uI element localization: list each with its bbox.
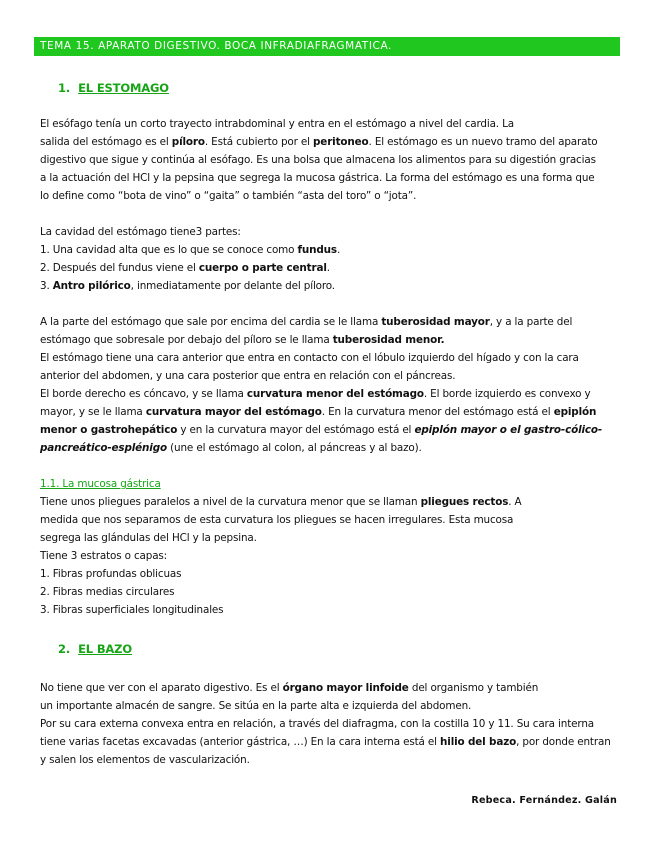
text-line: 3. Antro pilórico, inmediatamente por delante del píloro. <box>40 280 335 292</box>
text-line: lo define como “bota de vino” o “gaita” o también “asta del toro” o “jota”. <box>40 190 417 202</box>
section-heading-estomago <box>58 79 169 97</box>
text-line: No tiene que ver con el aparato digestivo. Es el órgano mayor linfoide del organismo y también <box>40 682 539 694</box>
estomago-anatomy-paragraph <box>40 313 602 457</box>
text-line: tiene varias facetas excavadas (anterior gástrica, …) En la cara interna está el hilio del bazo, por donde entran <box>40 736 611 748</box>
text-line: menor o gastrohepático y en la curvatura mayor del estómago está el epiplón mayor o el gastro-cólico- <box>40 424 603 436</box>
author-footer: Rebeca. Fernández. Galán <box>471 795 617 806</box>
text-line: 2. Después del fundus viene el cuerpo o parte central. <box>40 262 330 274</box>
subsection-title: 1.1. La mucosa gástrica <box>40 478 161 490</box>
bold-term: curvatura menor del estómago <box>246 388 424 400</box>
section-number: 1. <box>58 81 71 95</box>
section-heading-bazo <box>58 640 132 658</box>
section-title: EL ESTOMAGO <box>78 81 169 95</box>
text-line: pancreático-esplénigo (une el estómago al colon, al páncreas y al bazo). <box>40 442 422 454</box>
bold-term: curvatura mayor del estómago <box>145 406 322 418</box>
text-line: Tiene unos pliegues paralelos a nivel de la curvatura menor que se llaman pliegues rectos. A <box>40 496 522 508</box>
bold-term: órgano mayor linfoide <box>282 682 409 694</box>
text-line: 2. Fibras medias circulares <box>40 586 175 598</box>
text-line: El estómago tiene una cara anterior que entra en contacto con el lóbulo izquierdo del hígado y con la cara <box>40 352 579 364</box>
bold-italic-term: pancreático-esplénigo <box>40 442 167 454</box>
estomago-parts-list <box>40 223 340 295</box>
text-line: un importante almacén de sangre. Se sitúa en la parte alta e izquierda del abdomen. <box>40 700 472 712</box>
section-number: 2. <box>58 642 71 656</box>
text-line: salida del estómago es el píloro. Está cubierto por el peritoneo. El estómago es un nuevo tramo del aparato <box>40 136 598 148</box>
bold-term: pliegues rectos <box>420 496 509 508</box>
subsection-heading-mucosa <box>40 475 161 493</box>
text-line: 1. Fibras profundas oblicuas <box>40 568 182 580</box>
estomago-intro-paragraph <box>40 115 597 205</box>
text-line: La cavidad del estómago tiene3 partes: <box>40 226 241 238</box>
bold-term: hilio del bazo <box>440 736 517 748</box>
bold-term: peritoneo <box>313 136 369 148</box>
bold-term: píloro <box>171 136 205 148</box>
text-line: mayor, y se le llama curvatura mayor del estómago. En la curvatura menor del estómago está el epiplón <box>40 406 597 418</box>
section-title: EL BAZO <box>78 642 132 656</box>
text-line: estómago que sobresale por debajo del píloro se le llama tuberosidad menor. <box>40 334 445 346</box>
chapter-title-banner: TEMA 15. APARATO DIGESTIVO. BOCA INFRADIAFRAGMATICA. <box>34 37 620 56</box>
text-line: anterior del abdomen, y una cara posterior que entra en relación con el páncreas. <box>40 370 456 382</box>
bold-term: menor o gastrohepático <box>40 424 178 436</box>
text-line: El esófago tenía un corto trayecto intrabdominal y entra en el estómago a nivel del cardia. La <box>40 118 514 130</box>
bold-term: tuberosidad mayor <box>381 316 490 328</box>
bold-italic-term: epiplón mayor o el gastro-cólico- <box>414 424 603 436</box>
text-line: 1. Una cavidad alta que es lo que se conoce como fundus. <box>40 244 341 256</box>
bold-term: fundus <box>297 244 337 256</box>
text-line: Tiene 3 estratos o capas: <box>40 550 168 562</box>
text-line: medida que nos separamos de esta curvatura los pliegues se hacen irregulares. Esta mucosa <box>40 514 514 526</box>
text-line: a la actuación del HCl y la pepsina que segrega la mucosa gástrica. La forma del estómago es una forma que <box>40 172 595 184</box>
text-line: El borde derecho es cóncavo, y se llama curvatura menor del estómago. El borde izquierdo es convexo y <box>40 388 591 400</box>
text-line: segrega las glándulas del HCl y la pepsina. <box>40 532 257 544</box>
bold-term: epiplón <box>553 406 597 418</box>
bazo-paragraph <box>40 679 611 769</box>
mucosa-paragraph <box>40 493 522 619</box>
text-line: 3. Fibras superficiales longitudinales <box>40 604 224 616</box>
text-line: A la parte del estómago que sale por encima del cardia se le llama tuberosidad mayor, y a la parte del <box>40 316 573 328</box>
bold-term: tuberosidad menor. <box>332 334 445 346</box>
bold-term: cuerpo o parte central <box>198 262 327 274</box>
text-line: digestivo que sigue y continúa al esófago. Es una bolsa que almacena los alimentos para su digestión gracias <box>40 154 596 166</box>
text-line: y salen los elementos de vascularización. <box>40 754 250 766</box>
text-line: Por su cara externa convexa entra en relación, a través del diafragma, con la costilla 10 y 11. Su cara interna <box>40 718 594 730</box>
bold-term: Antro pilórico <box>52 280 131 292</box>
